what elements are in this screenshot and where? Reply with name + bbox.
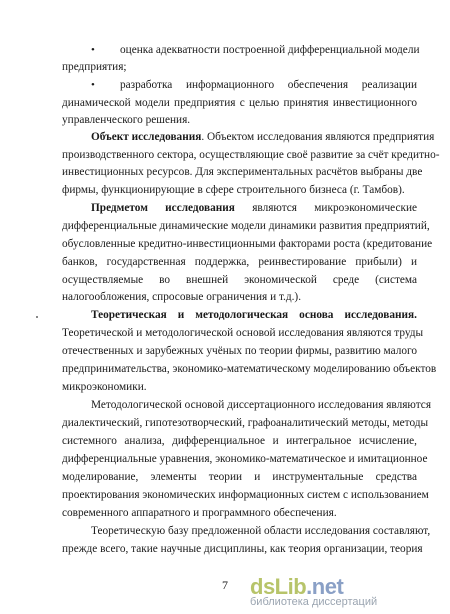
text-line: системного анализа, дифференциальное и интегральное исчисление, — [62, 435, 417, 447]
text-line: предприятия; — [62, 61, 127, 73]
text-run: . Объектом исследования являются предприятия — [201, 131, 435, 143]
text-line: разработка информационного обеспечения реализации — [120, 79, 417, 91]
text-line: современного аппаратного и программного обеспечения. — [62, 507, 337, 519]
text-line: производственного сектора, осуществляющие своё развитие за счёт кредитно- — [62, 149, 440, 161]
text-line: налогообложения, спросовые ограничения и т.д.). — [62, 291, 302, 303]
text-line: дифференциальные уравнения, экономико-математическое и имитационное — [62, 453, 428, 465]
page-number: 7 — [222, 578, 228, 592]
watermark-logo — [250, 574, 440, 608]
text-line: обусловленные кредитно-инвестиционными факторами роста (кредитование — [62, 238, 433, 250]
scan-speck — [36, 316, 38, 318]
text-line: Методологической основой диссертационного исследования являются — [91, 399, 432, 411]
text-line: предпринимательства, экономико-математическому моделированию объектов — [62, 363, 437, 375]
text-line: динамической модели предприятия с целью принятия инвестиционного — [62, 97, 417, 109]
text-line: инвестиционных ресурсов. Для экспериментальных расчётов выбраны две — [62, 166, 423, 178]
text-line: Теоретической и методологической основой исследования являются труды — [62, 327, 424, 339]
heading-subject: Предметом исследования — [91, 202, 235, 214]
text-line: отечественных и зарубежных учёных по теории фирмы, развитию малого — [62, 345, 417, 357]
text-line: Теоретическую базу предложенной области исследования составляют, — [91, 525, 431, 537]
text-line: диалектический, гипотезотворческий, графоаналитический методы, методы — [62, 417, 429, 429]
text-line: фирмы, функционирующие в сфере строительного бизнеса (г. Тамбов). — [62, 184, 405, 196]
paragraph-line — [91, 130, 435, 144]
text-line: дифференциальные динамические модели динамики развития предприятий, — [62, 220, 430, 232]
text-line: управленческого решения. — [62, 114, 191, 126]
text-line: микроэкономики. — [62, 381, 147, 393]
paragraph-line — [91, 201, 417, 215]
bullet-marker: • — [91, 79, 95, 91]
text-line: проектирования экономических информационных систем с использованием — [62, 489, 429, 501]
text-line: осуществляемые во внешней экономической среде (система — [62, 274, 417, 286]
watermark-brand-main: dsLib — [250, 574, 307, 599]
text-line: моделирование, элементы теории и инструментальные средства — [62, 471, 417, 483]
text-line: оценка адекватности построенной дифференциальной модели — [120, 44, 420, 56]
text-line: банков, государственная поддержка, реинвестирование прибыли) и — [62, 256, 417, 268]
text-run: являются микроэкономические — [252, 202, 418, 214]
watermark-brand-tld: .net — [306, 574, 344, 599]
text-line: прежде всего, такие научные дисциплины, как теория организации, теория — [62, 543, 423, 555]
heading-object: Объект исследования — [91, 131, 202, 143]
bullet-marker: • — [91, 44, 95, 56]
watermark-subtitle: библиотека диссертаций — [250, 596, 378, 608]
heading-theory-basis: Теоретическая и методологическая основа исследования. — [91, 309, 417, 321]
